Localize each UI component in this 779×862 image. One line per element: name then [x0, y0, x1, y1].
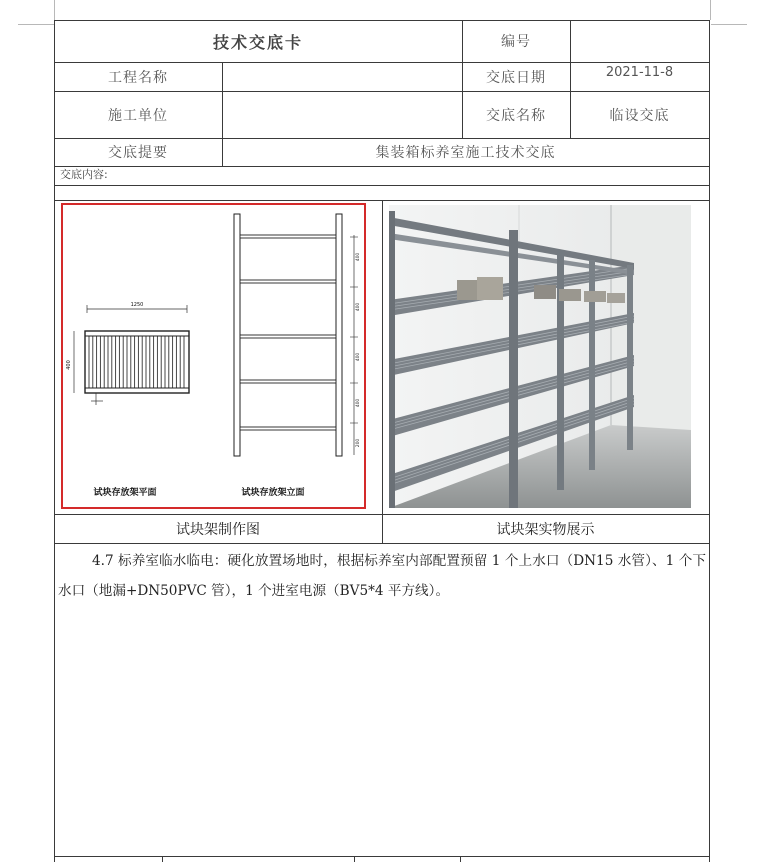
shelf-photo-figure — [389, 205, 691, 508]
elevation-shelf — [240, 235, 336, 238]
content-label: 交底内容: — [60, 168, 108, 181]
elevation-dimension-label: 400 — [356, 352, 361, 362]
drawing-caption: 试块架制作图 — [176, 521, 260, 538]
row-line-5 — [54, 166, 710, 167]
elevation-shelf — [240, 335, 336, 338]
elevation-dimension-label: 400 — [356, 302, 361, 312]
photo-caption: 试块架实物展示 — [496, 521, 595, 538]
form-title: 技术交底卡 — [212, 32, 303, 52]
summary-value[interactable]: 集装箱标养室施工技术交底 — [375, 145, 556, 161]
elevation-view — [234, 214, 361, 456]
col-line-bottom-3 — [460, 856, 461, 862]
disclosure-name-label: 交底名称 — [486, 107, 546, 124]
content-paragraph: 4.7 标养室临水临电：硬化放置场地时，根据标养室内部配置预留 1 个上水口（DN15 水管）、1 个下水口（地漏+DN50PVC 管），1 个进室电源（BV5*4 平方线）。 — [58, 553, 706, 599]
crop-mark-top-right-h — [711, 24, 747, 25]
date-value[interactable]: 2021-11-8 — [605, 65, 674, 80]
shelf-drawing-svg — [63, 205, 364, 507]
disclosure-name-value[interactable]: 临设交底 — [609, 107, 670, 124]
elevation-dimension-label: 200 — [356, 438, 361, 448]
content-body — [58, 546, 706, 606]
row-line-9 — [54, 543, 710, 544]
summary-label: 交底提要 — [108, 145, 168, 161]
plan-view-label: 试块存放架平面 — [93, 488, 157, 498]
number-label: 编号 — [501, 34, 531, 50]
crop-mark-top-left-v — [54, 0, 55, 20]
unit-label: 施工单位 — [108, 107, 168, 124]
unit-value[interactable] — [222, 91, 462, 138]
plan-view — [66, 302, 189, 405]
plan-width-dimension: 1250 — [130, 302, 144, 308]
number-value[interactable] — [570, 20, 709, 62]
col-line-bottom-1 — [162, 856, 163, 862]
elevation-shelf — [240, 280, 336, 283]
project-name-value[interactable] — [222, 62, 462, 91]
elevation-view-label: 试块存放架立面 — [241, 488, 305, 498]
shelf-drawing-figure — [61, 203, 366, 509]
row-line-6 — [54, 185, 710, 186]
plan-depth-dimension: 400 — [66, 360, 72, 370]
col-line-right — [709, 20, 710, 862]
row-line-10 — [54, 856, 710, 857]
col-line-bottom-2 — [354, 856, 355, 862]
project-name-label: 工程名称 — [108, 69, 168, 86]
crop-mark-top-right-v — [710, 0, 711, 20]
elevation-dimension-label: 400 — [356, 252, 361, 262]
crop-mark-top-left-h — [18, 24, 54, 25]
elevation-shelf — [240, 427, 336, 430]
date-label: 交底日期 — [486, 69, 546, 86]
shelf-photo-svg — [389, 205, 691, 508]
elevation-shelf — [240, 380, 336, 383]
elevation-dimension-label: 400 — [356, 398, 361, 408]
col-line-figures — [382, 200, 383, 543]
